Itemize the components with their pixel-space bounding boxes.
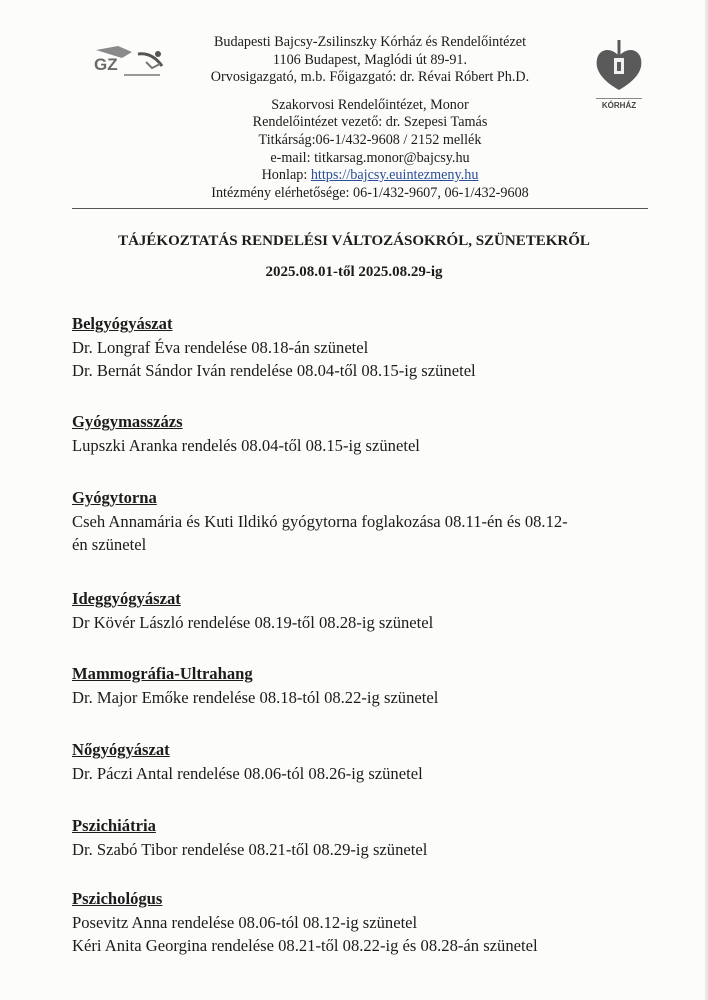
section-line: Lupszki Aranka rendelés 08.04-től 08.15-ig szünetel — [72, 435, 420, 455]
logo-left-text: GZ — [94, 55, 118, 74]
section-line: Cseh Annamária és Kuti Ildikó gyógytorna foglakozása 08.11-én és 08.12- — [72, 511, 568, 531]
section-line: Dr. Szabó Tibor rendelése 08.21-től 08.29-ig szünetel — [72, 839, 428, 859]
letterhead — [170, 34, 570, 202]
section-gyogymasszazs — [72, 410, 652, 457]
secretariat-phone: Titkárság:06-1/432-9608 / 2152 mellék — [258, 131, 482, 148]
director-line: Orvosigazgató, m.b. Főigazgató: dr. Révai Róbert Ph.D. — [210, 69, 530, 86]
section-title: Gyógytorna — [72, 488, 157, 507]
section-title: Nőgyógyászat — [72, 740, 170, 759]
section-line: Dr. Longraf Éva rendelése 08.18-án szünetel — [72, 337, 369, 357]
website-line — [170, 167, 570, 185]
date-range: 2025.08.01-től 2025.08.29-ig — [265, 264, 443, 280]
section-ideggyogyaszat — [72, 587, 652, 634]
section-line: Posevitz Anna rendelése 08.06-tól 08.12-ig szünetel — [72, 912, 418, 932]
section-nogyogyaszat — [72, 738, 652, 785]
section-line: Dr. Páczi Antal rendelése 08.06-tól 08.26-ig szünetel — [72, 763, 423, 783]
section-gyogytorna — [72, 486, 652, 557]
heart-church-logo-icon — [590, 38, 648, 110]
hospital-address: 1106 Budapest, Maglódi út 89-91. — [272, 51, 468, 68]
document-title: TÁJÉKOZTATÁS RENDELÉSI VÁLTOZÁSOKRÓL, SZÜNETEKRŐL — [118, 233, 590, 249]
institution-contact: Intézmény elérhetősége: 06-1/432-9607, 06-1/432-9608 — [211, 184, 529, 201]
section-line: én szünetel — [72, 535, 147, 554]
section-line: Dr. Bernát Sándor Iván rendelése 08.04-től 08.15-ig szünetel — [72, 361, 476, 380]
website-label: Honlap: — [261, 167, 311, 184]
section-title: Ideggyógyászat — [72, 589, 181, 608]
section-title: Pszichiátria — [72, 816, 156, 835]
gz-logo-icon — [88, 44, 170, 82]
section-title: Belgyógyászat — [72, 314, 173, 333]
section-title: Mammográfia-Ultrahang — [72, 664, 253, 683]
section-line: Dr. Major Emőke rendelése 08.18-tól 08.22-ig szünetel — [72, 687, 439, 707]
logo-right-text: KÓRHÁZ — [601, 101, 637, 110]
section-belgyogyaszat — [72, 312, 652, 383]
section-line: Dr Kövér László rendelése 08.19-től 08.28-ig szünetel — [72, 612, 434, 632]
section-title: Pszichológus — [72, 889, 163, 908]
hospital-name: Budapesti Bajcsy-Zsilinszky Kórház és Rendelőintézet — [213, 34, 527, 50]
clinic-name: Szakorvosi Rendelőintézet, Monor — [271, 96, 469, 113]
section-line: Kéri Anita Georgina rendelése 08.21-től 08.22-ig és 08.28-án szünetel — [72, 936, 538, 955]
section-pszichiatria — [72, 814, 652, 861]
website-link[interactable]: https://bajcsy.euintezmeny.hu — [310, 167, 479, 184]
section-pszichologus — [72, 887, 652, 958]
section-title: Gyógymasszázs — [72, 412, 183, 431]
clinic-head: Rendelőintézet vezető: dr. Szepesi Tamás — [252, 114, 488, 131]
email-line: e-mail: titkarsag.monor@bajcsy.hu — [270, 149, 470, 166]
header-divider — [72, 208, 648, 209]
section-mammografia-ultrahang — [72, 662, 652, 709]
